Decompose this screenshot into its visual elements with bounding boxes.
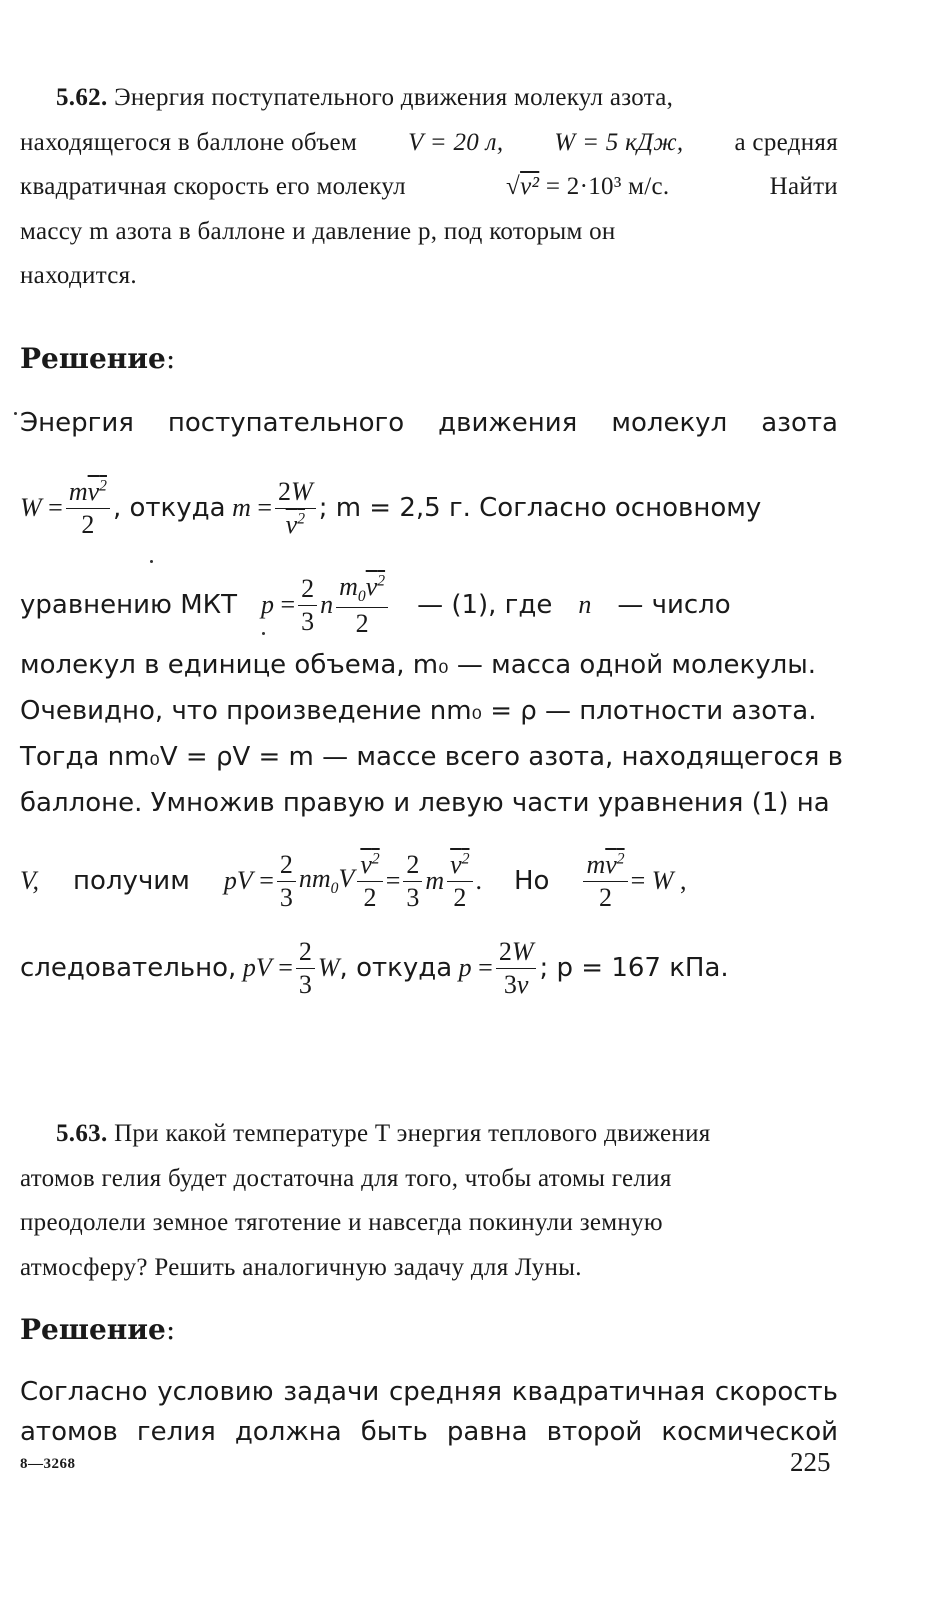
solution-line-1: Энергия поступательного движения молекул азота — [20, 408, 838, 438]
solution-5-63 — [20, 1372, 838, 1452]
formula-energy-fraction: $\frac{mv^2}{2}$ — [66, 478, 110, 538]
solution-line-8: V, получим pV = $\frac{2}{3}$ $nm_0V$ $\frac{v^2}{2}$ = $\frac{2}{3}$ m $\frac{v^2}{2}$ . Но $\frac{mv^2}{2}$ = W , — [20, 850, 687, 912]
formula-mass-fraction: $\frac{2W}{v^2}$ — [275, 478, 316, 538]
problem-5-62 — [20, 76, 838, 299]
formula-mkt-fraction: $\frac{m_0v^2}{2}$ — [336, 573, 388, 638]
solution-line-9: следовательно, pV = $\frac{2}{3}$ W , откуда p = $\frac{2W}{3v}$ ; p = 167 кПа. — [20, 937, 729, 999]
problem-5-63-line-1: 5.63. При какой температуре T энергия теплового движения — [56, 1120, 711, 1147]
solution-line-2: W = $\frac{mv^2}{2}$ , откуда m = $\frac{2W}{v^2}$ ; m = 2,5 г. Согласно основному — [20, 477, 762, 539]
print-speck — [262, 632, 265, 635]
solution-63-line-1: Согласно условию задачи средняя квадратичная скорость — [20, 1377, 838, 1407]
problem-5-63-line-4: атмосферу? Решить аналогичную задачу для Луны. — [20, 1253, 582, 1281]
problem-5-63-line-3: преодолели земное тяготение и навсегда покинули земную — [20, 1209, 663, 1236]
problem-5-62-line-1: 5.62. Энергия поступательного движения молекул азота, — [56, 84, 674, 111]
problem-5-62-line-5: находится. — [20, 262, 137, 289]
solution-5-62 — [20, 408, 843, 1008]
problem-number: 5.62. — [56, 84, 108, 111]
sqrt-formula: √v² = 2·10³ м/с. — [506, 173, 670, 200]
solution-line-4: молекул в единице объема, m₀ — масса одной молекулы. — [20, 650, 817, 680]
printer-signature: 8—3268 — [20, 1456, 76, 1472]
solution-line-3: уравнению МКТ p = $\frac{2}{3}$ n $\frac{m_0v^2}{2}$ — (1), где n — число — [20, 571, 731, 639]
solution-line-7: баллоне. Умножив правую и левую части уравнения (1) на — [20, 788, 830, 818]
problem-5-62-line-3: квадратичная скорость его молекул √v² = 2·10³ м/с. Найти — [20, 165, 838, 210]
problem-5-62-line-4: массу m азота в баллоне и давление p, под которым он — [20, 217, 616, 245]
solution-line-6: Тогда nm₀V = ρV = m — массе всего азота, находящегося в — [20, 742, 843, 772]
problem-5-62-line-2: находящегося в баллоне объем V = 20 л, W = 5 кДж, а средняя — [20, 128, 838, 156]
print-speck — [150, 560, 153, 563]
solution-heading-1: Решение: — [20, 342, 176, 375]
solution-line-5: Очевидно, что произведение nm₀ = ρ — плотности азота. — [20, 696, 817, 726]
page-number: 225 — [790, 1447, 831, 1477]
print-speck — [14, 412, 17, 415]
problem-5-63 — [20, 1112, 838, 1290]
problem-5-63-line-2: атомов гелия будет достаточна для того, чтобы атомы гелия — [20, 1164, 672, 1192]
solution-63-line-2: атомов гелия должна быть равна второй космической — [20, 1417, 838, 1447]
solution-heading-2: Решение: — [20, 1313, 176, 1346]
